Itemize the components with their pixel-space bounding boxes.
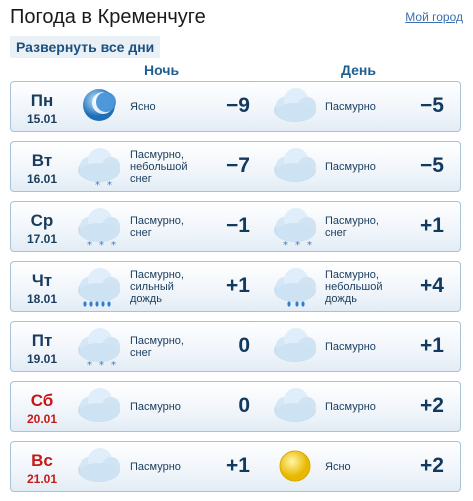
day-date: 18.01	[26, 292, 58, 306]
cloud-snow-icon	[269, 204, 321, 250]
night-description: Пасмурно, небольшой снег	[130, 149, 188, 185]
night-temperature: 0	[238, 394, 250, 417]
night-description: Пасмурно	[130, 401, 181, 413]
day-row[interactable]	[10, 81, 461, 132]
svg-text:*: *	[95, 180, 100, 190]
day-description: Пасмурно	[325, 101, 376, 113]
cloud-icon	[73, 384, 125, 430]
day-date: 16.01	[26, 172, 58, 186]
day-column-header: День	[341, 62, 376, 78]
day-of-week: Пн	[30, 91, 54, 110]
day-row[interactable]	[10, 441, 461, 492]
day-row[interactable]	[10, 141, 461, 192]
svg-text:*: *	[283, 240, 288, 250]
day-description: Пасмурно	[325, 341, 376, 353]
night-temperature: +1	[226, 274, 250, 297]
night-temperature: −9	[226, 94, 250, 117]
day-row[interactable]	[10, 321, 461, 372]
cloud-light-snow-icon	[73, 144, 125, 190]
svg-text:*: *	[107, 180, 112, 190]
expand-all-days-button[interactable]: Развернуть все дни	[10, 36, 160, 58]
night-description: Пасмурно, сильный дождь	[130, 269, 184, 305]
night-column-header: Ночь	[144, 62, 180, 78]
sun-icon	[269, 444, 321, 490]
svg-text:*: *	[87, 360, 92, 370]
cloud-icon	[269, 144, 321, 190]
day-of-week: Сб	[30, 391, 54, 410]
cloud-icon	[269, 84, 321, 130]
cloud-snow-icon	[73, 204, 125, 250]
day-temperature: −5	[420, 94, 444, 117]
svg-text:*: *	[295, 240, 300, 250]
cloud-icon	[269, 384, 321, 430]
day-temperature: −5	[420, 154, 444, 177]
moon-clear-icon	[73, 84, 125, 130]
night-description: Пасмурно, снег	[130, 335, 184, 359]
day-description: Пасмурно	[325, 161, 376, 173]
day-row[interactable]	[10, 261, 461, 312]
day-temperature: +1	[420, 214, 444, 237]
day-date: 21.01	[26, 472, 58, 486]
night-temperature: 0	[238, 334, 250, 357]
day-row[interactable]	[10, 201, 461, 252]
day-date: 17.01	[26, 232, 58, 246]
day-of-week: Ср	[30, 211, 54, 230]
svg-text:*: *	[111, 240, 116, 250]
svg-text:*: *	[307, 240, 312, 250]
svg-text:*: *	[111, 360, 116, 370]
day-temperature: +2	[420, 454, 444, 477]
day-temperature: +1	[420, 334, 444, 357]
night-description: Пасмурно, снег	[130, 215, 184, 239]
svg-text:*: *	[99, 240, 104, 250]
night-temperature: −7	[226, 154, 250, 177]
cloud-icon	[269, 324, 321, 370]
my-city-link[interactable]: Мой город	[405, 10, 463, 24]
day-of-week: Чт	[31, 271, 53, 290]
night-temperature: −1	[226, 214, 250, 237]
cloud-icon	[73, 444, 125, 490]
day-date: 15.01	[26, 112, 58, 126]
day-temperature: +4	[420, 274, 444, 297]
cloud-heavy-rain-icon	[73, 264, 125, 310]
day-description: Ясно	[325, 461, 351, 473]
day-description: Пасмурно, небольшой дождь	[325, 269, 383, 305]
day-of-week: Вс	[31, 451, 53, 470]
night-description: Пасмурно	[130, 461, 181, 473]
svg-text:*: *	[87, 240, 92, 250]
page-title: Погода в Кременчуге	[10, 6, 206, 28]
day-of-week: Вт	[31, 151, 53, 170]
cloud-snow-icon	[73, 324, 125, 370]
day-of-week: Пт	[31, 331, 53, 350]
day-temperature: +2	[420, 394, 444, 417]
day-description: Пасмурно	[325, 401, 376, 413]
day-row[interactable]	[10, 381, 461, 432]
cloud-light-rain-icon	[269, 264, 321, 310]
svg-text:*: *	[99, 360, 104, 370]
night-description: Ясно	[130, 101, 156, 113]
day-date: 20.01	[26, 412, 58, 426]
day-date: 19.01	[26, 352, 58, 366]
night-temperature: +1	[226, 454, 250, 477]
day-description: Пасмурно, снег	[325, 215, 379, 239]
